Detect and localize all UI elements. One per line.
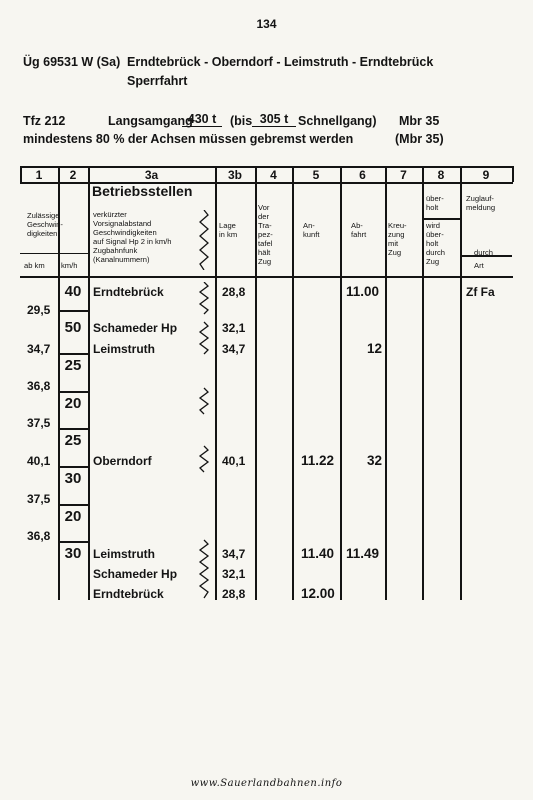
col-num-2: 2	[69, 168, 77, 182]
station-lage: 40,1	[222, 454, 246, 468]
km-value: 37,5	[27, 416, 51, 430]
speed-value: 30	[64, 470, 82, 487]
lage-header: Lage in km	[219, 221, 238, 239]
station-ankunft: 11.22	[301, 453, 335, 468]
speed-value: 25	[64, 432, 82, 449]
station-lage: 34,7	[222, 342, 246, 356]
km-value: 36,8	[27, 379, 51, 393]
km-value: 37,5	[27, 492, 51, 506]
train-route: Erndtebrück - Oberndorf - Leimstruth - Erndtebrück	[127, 55, 434, 69]
train-subtitle: Sperrfahrt	[127, 74, 188, 88]
col-num-3a: 3a	[144, 168, 159, 182]
col-num-1: 1	[35, 168, 43, 182]
station-name: Leimstruth	[93, 547, 156, 561]
station-lage: 28,8	[222, 587, 246, 601]
station-lage: 28,8	[222, 285, 246, 299]
station-lage: 32,1	[222, 321, 246, 335]
zuglaufmeldung-header: Zuglauf- meldung	[466, 194, 496, 212]
bis-label: (bis	[230, 114, 253, 128]
station-name: Erndtebrück	[93, 285, 164, 299]
langsamgang-value: 430 t	[182, 112, 222, 127]
col-num-5: 5	[312, 168, 320, 182]
km-value: 40,1	[27, 454, 51, 468]
speed-value: 50	[64, 319, 82, 336]
station-abfahrt: 12	[367, 341, 383, 356]
mbr-value: Mbr 35	[399, 114, 440, 128]
schnellgang-value: 305 t	[252, 112, 296, 127]
speed-value: 20	[64, 508, 82, 525]
durch-header: durch	[474, 248, 493, 257]
page-number: 134	[256, 17, 277, 31]
km-value: 29,5	[27, 303, 51, 317]
mbr-value-2: (Mbr 35)	[395, 132, 444, 146]
station-name: Schameder Hp	[93, 321, 178, 335]
station-name: Erndtebrück	[93, 587, 164, 601]
km-value: 36,8	[27, 529, 51, 543]
speed-value: 40	[64, 283, 82, 300]
col4-header: Vor der Tra- pez- tafel hält Zug	[258, 203, 273, 266]
col-num-7: 7	[400, 168, 407, 182]
abfahrt-header: Ab- fahrt	[351, 221, 367, 239]
wavy-marker-header	[198, 210, 210, 270]
station-name: Schameder Hp	[93, 567, 178, 581]
col3a-header: verkürzter Vorsignalabstand Geschwindigkeiten auf Signal Hp 2 in km/h Zugbahnfunk (Kanalnummern)	[93, 210, 172, 264]
speed-value: 20	[64, 395, 82, 412]
ankunft-header: An- kunft	[303, 221, 320, 239]
station-meldung: Zf Fa	[466, 285, 495, 299]
station-ankunft: 12.00	[301, 586, 335, 601]
footer-url: www.Sauerlandbahnen.info	[190, 778, 343, 789]
art-header: Art	[474, 261, 484, 270]
col-num-3b: 3b	[227, 168, 242, 182]
station-name: Leimstruth	[93, 342, 156, 356]
speed-value: 25	[64, 357, 82, 374]
col-num-6: 6	[359, 168, 366, 182]
zulaessige-header: Zulässige Geschwin- digkeiten	[27, 211, 63, 238]
col-num-8: 8	[437, 168, 445, 182]
station-abfahrt: 11.00	[346, 284, 380, 299]
brake-note: mindestens 80 % der Achsen müssen gebremst werden	[23, 132, 354, 146]
station-abfahrt: 32	[367, 453, 383, 468]
speed-value: 30	[64, 545, 82, 562]
kmh-header: km/h	[61, 261, 78, 270]
col-num-9: 9	[482, 168, 490, 182]
station-ankunft: 11.40	[301, 546, 335, 561]
ab-km-header: ab km	[24, 261, 45, 270]
wavy-marker-line	[198, 282, 210, 600]
ueberholt-header: über- holt	[426, 194, 444, 212]
col-num-4: 4	[270, 168, 277, 182]
wird-ueberholt-header: wird über- holt durch Zug	[426, 221, 445, 266]
station-lage: 32,1	[222, 567, 246, 581]
station-abfahrt: 11.49	[346, 546, 380, 561]
station-name: Oberndorf	[93, 454, 152, 468]
langsamgang-label: Langsamgang	[108, 114, 193, 128]
schnellgang-label: Schnellgang)	[298, 114, 377, 128]
tfz-label: Tfz 212	[23, 114, 66, 128]
train-number: Üg 69531 W (Sa)	[23, 55, 121, 69]
station-lage: 34,7	[222, 547, 246, 561]
betriebsstellen-heading: Betriebsstellen	[92, 183, 193, 199]
kreuzung-header: Kreu- zung mit Zug	[388, 221, 407, 257]
km-value: 34,7	[27, 342, 51, 356]
